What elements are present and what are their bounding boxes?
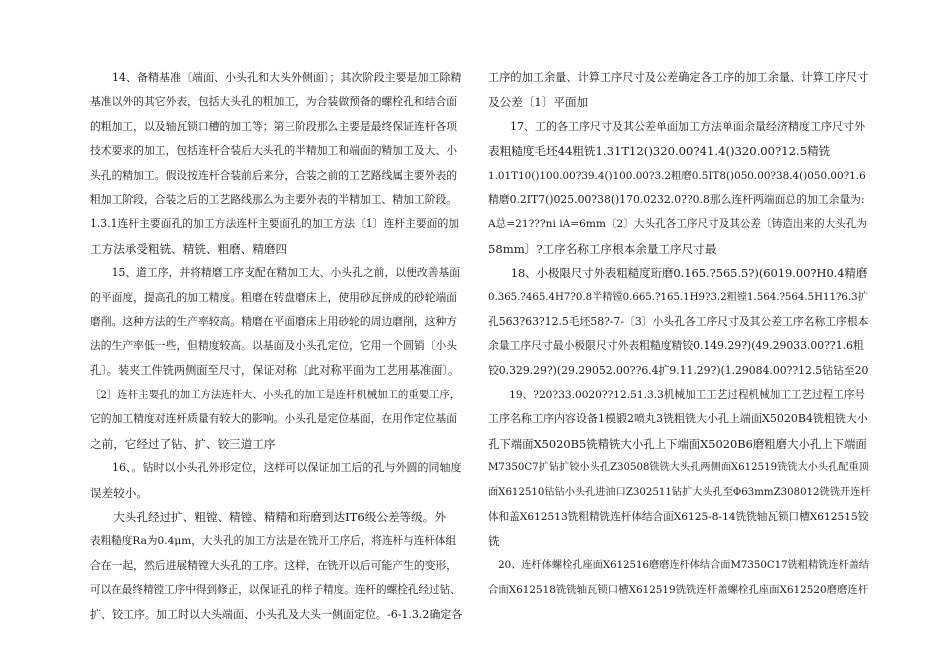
text-line: 工序名称工序内容设备1模锻2喷丸3铣粗铣大小孔上端面X5020B4铣粗铣大小 [488,412,868,426]
text-line: 表粗糙度毛坯44粗铣1.31T12()320.00?41.4()320.00?12.5精铣 [488,144,831,159]
text-line: 的平面度，提高孔的加工精度。粗磨在转盘磨床上，使用砂瓦拼成的砂轮端面 [90,290,458,304]
text-line: 技术要求的加工，包括连杆合装后大头孔的半精加工和端面的精加工及大、小 [90,144,458,158]
text-line: A总=21???ni iA=6mm〔2〕大头孔各工序尺寸及其公差〔铸造出来的大头孔为 [488,218,867,231]
text-line: 粗加工阶段，合装之后的工艺路线那么为主要外表的半精加工、精加工阶段。 [90,192,458,206]
text-line: 基准以外的其它外表，包括大头孔的粗加工，为合装做预备的螺栓孔和结合面 [90,95,458,109]
text-line: 大头孔经过扩、粗镗、精镗、精精和珩磨到达IT6级公差等级。外 [90,510,446,525]
text-line: 孔〕。装夹工件铣两侧面至尺寸，保证对称〔此对称平面为工艺用基准面〕。 [90,363,460,377]
text-line: 工序的加工余量、计算工序尺寸及公差确定各工序的加工余量、计算工序尺寸 [488,71,869,84]
text-line: 面X612510钻钻小头孔进油口Z302511钻扩大头孔至Φ63mmZ308012铣铣开连杆 [488,486,870,498]
text-line: 14、备精基准〔端面、小头孔和大头外侧面〕；其次阶段主要是加工除精 [90,71,462,84]
text-line: 孔下端面X5020B5铣精铣大小孔上下端面X5020B6磨粗磨大小孔上下端面 [488,436,867,451]
text-line: 铣 [488,534,500,549]
text-line: 孔563?63?12.5毛坯58?-7-〔3〕小头孔各工序尺寸及其公差工序名称工序根本 [488,314,869,328]
text-line: 铰0.329.29?)(29.29052.00??6.4扩9.11.29?)(1.29084.00??12.5钻钻至20 [488,363,869,377]
text-line: 及公差〔1〕平面加 [488,95,589,110]
text-line: 工方法承受粗铣、精铣、粗磨、精磨四 [90,241,288,256]
text-line: 58mm〕?工序名称工序根本余量工序尺寸最 [488,241,717,256]
text-line: 合面X612518铣铣轴瓦锁口槽X612519铣铣连杆盖螺栓孔座面X612520磨磨连杆 [488,584,869,597]
text-line: M7350C7扩钻扩铰小头孔Z30508铣铣大头孔两侧面X612519铣铣大小头孔配重顶 [488,462,869,474]
text-line: 余量工序尺寸最小极限尺寸外表粗糙度精铰0.149.29?)(49.29033.00??1.6粗 [488,339,864,353]
text-line: 〔2〕连杆主要孔的加工方法连杆大、小头孔的加工是连杆机械加工的重要工序， [90,389,461,402]
text-line: 19、?20?33.0020??12.51.3.3机械加工工艺过程机械加工工艺过程工序号 [488,389,866,402]
text-line: 18、小极限尺寸外表粗糙度珩磨0.165.?565.5?)(6019.00?H0.4精磨 [488,266,868,281]
text-line: 17、工的各工序尺寸及其公差单面加工方法单面余量经济精度工序尺寸外 [488,119,865,133]
text-line: 0.365.?465.4H7?0.8半精镗0.665.?165.1H9?3.2粗镗1.564.?564.5H11?6.3扩 [488,291,868,303]
text-line: 精磨0.2IT7()025.00?38()170.0232.0??0.8那么连杆两端面总的加工余量为: [488,192,865,206]
text-line: 合在一起，然后进展精镗大头孔的工序。这样，在铣开以后可能产生的变形， [90,558,458,572]
text-line: 法的生产率低一些，但精度较高。以基面及小头孔定位，它用一个圆销〔小头 [90,339,458,353]
text-line: 头孔的精加工。假设按连杆合装前后来分，合装之前的工艺路线属主要外表的 [90,168,458,182]
right-column [488,66,870,603]
text-line: 1.01T10()100.00?39.4()100.00?3.2粗磨0.5IT8()050.00?38.4()050.00?1.6 [488,169,866,182]
text-line: 20、连杆体螺栓孔座面X612516磨磨连杆体结合面M7350C17铣粗精铣连杆盖结 [488,559,870,571]
text-line: 扩、铰工序。加工时以大头端面、小头孔及大头一侧面定位。-6-1.3.2确定各 [90,607,462,621]
text-line: 体和盖X612513铣粗精铣连杆体结合面X6125-8-14铣铣轴瓦锁口槽X612515铰 [488,511,869,524]
text-line: 15、道工序，并将精磨工序支配在精加工大、小头孔之前，以便改善基面 [90,266,461,280]
text-line: 它的加工精度对连杆质量有较大的影响。小头孔是定位基面，在用作定位基面 [90,412,458,426]
text-line: 可以在最终精镗工序中得到修正，以保证孔的样子精度。连杆的螺栓孔经过钻、 [90,584,461,597]
text-line: 1.3.1连杆主要面孔的加工方法连杆主要面孔的加工方法〔1〕连杆主要面的加 [90,217,460,231]
text-line: 表粗糙度Ra为0.4μm，大头孔的加工方法是在铣开工序后，将连杆与连杆体组 [90,535,457,548]
text-line: 16、。钻时以小头孔外形定位，这样可以保证加工后的孔与外圆的同轴度 [90,461,462,475]
text-line: 之前，它经过了钻、扩、铰三道工序 [90,436,276,451]
left-column [90,66,462,627]
text-line: 磨削。这种方法的生产率较高。精磨在平面磨床上用砂轮的周边磨削，这种方 [90,314,458,328]
text-line: 的粗加工，以及轴瓦锁口槽的加工等；第三阶段那么主要是最终保证连杆各项 [90,119,458,133]
text-line: 误差较小。 [90,485,148,500]
